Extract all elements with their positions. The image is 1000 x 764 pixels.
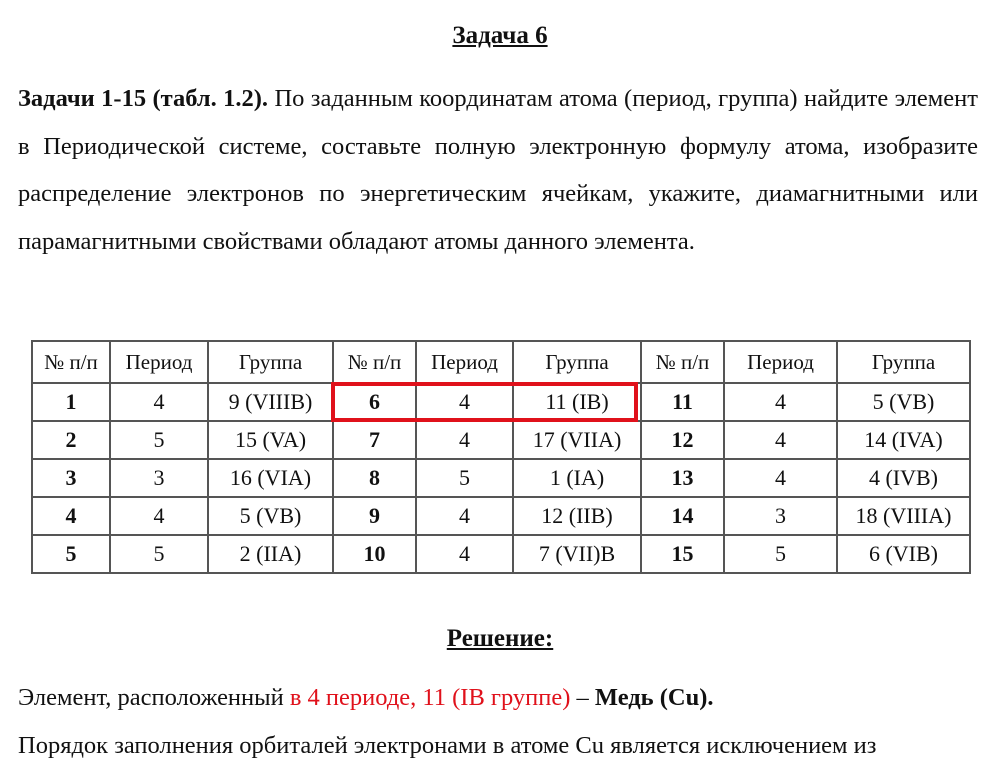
row-number-cell: 12 (641, 421, 724, 459)
row-number-cell: 14 (641, 497, 724, 535)
header-cell: № п/п (641, 341, 724, 383)
solution-title: Решение: (446, 625, 554, 652)
group-cell: 4 (IVB) (837, 459, 970, 497)
answer-highlight: в 4 периоде, 11 (IB группе) (289, 684, 571, 711)
table-row (32, 535, 970, 573)
period-cell: 5 (110, 535, 208, 573)
coordinates-table (31, 340, 971, 574)
row-number-cell: 13 (641, 459, 724, 497)
table-row (32, 421, 970, 459)
group-cell: 6 (VIB) (837, 535, 970, 573)
answer-prefix: Элемент, расположенный (18, 684, 290, 711)
row-number-cell: 5 (32, 535, 110, 573)
row-number-cell: 8 (333, 459, 416, 497)
group-cell: 12 (IIB) (513, 497, 641, 535)
row-number-cell: 3 (32, 459, 110, 497)
continuation-text: Порядок заполнения орбиталей электронами в атоме Cu является исключением из (18, 732, 877, 759)
period-cell: 5 (724, 535, 837, 573)
table-row (32, 459, 970, 497)
header-cell: Период (724, 341, 837, 383)
row-number-cell: 2 (32, 421, 110, 459)
period-cell: 4 (416, 497, 513, 535)
header-cell: Группа (837, 341, 970, 383)
problem-text: По заданным координатам атома (период, группа) найдите элемент в Периодической системе, составьте полную электронную формулу атома, изобразите распределение электронов по энергетическим ячейкам, укажите, диамагнитными или парамагнитными свойствами обладают атомы данного элемента. (18, 85, 978, 255)
group-cell: 5 (VB) (208, 497, 333, 535)
header-cell: Группа (208, 341, 333, 383)
row-number-cell: 9 (333, 497, 416, 535)
answer-line (18, 680, 978, 716)
table-row (32, 497, 970, 535)
answer-dash: – (570, 684, 595, 711)
header-cell: Период (110, 341, 208, 383)
group-cell: 5 (VB) (837, 383, 970, 421)
answer-element: Медь (Cu). (594, 684, 714, 711)
page-title: Задача 6 (452, 22, 548, 49)
group-cell: 16 (VIA) (208, 459, 333, 497)
group-cell: 17 (VIIA) (513, 421, 641, 459)
period-cell: 4 (416, 421, 513, 459)
period-cell: 4 (724, 459, 837, 497)
period-cell: 4 (416, 383, 513, 421)
row-number-cell: 1 (32, 383, 110, 421)
header-cell: Группа (513, 341, 641, 383)
problem-statement (18, 75, 978, 265)
group-cell: 18 (VIIIA) (837, 497, 970, 535)
period-cell: 4 (724, 421, 837, 459)
problem-bold-prefix: Задачи 1-15 (табл. 1.2). (18, 85, 269, 112)
group-cell: 7 (VII)B (513, 535, 641, 573)
row-number-cell: 6 (333, 383, 416, 421)
period-cell: 4 (416, 535, 513, 573)
period-cell: 5 (110, 421, 208, 459)
header-cell: № п/п (32, 341, 110, 383)
group-cell: 11 (IB) (513, 383, 641, 421)
period-cell: 5 (416, 459, 513, 497)
row-number-cell: 10 (333, 535, 416, 573)
group-cell: 1 (IA) (513, 459, 641, 497)
period-cell: 3 (110, 459, 208, 497)
period-cell: 4 (724, 383, 837, 421)
period-cell: 4 (110, 383, 208, 421)
row-number-cell: 7 (333, 421, 416, 459)
header-cell: Период (416, 341, 513, 383)
row-number-cell: 15 (641, 535, 724, 573)
group-cell: 14 (IVA) (837, 421, 970, 459)
group-cell: 15 (VA) (208, 421, 333, 459)
row-number-cell: 4 (32, 497, 110, 535)
row-number-cell: 11 (641, 383, 724, 421)
group-cell: 9 (VIIIB) (208, 383, 333, 421)
group-cell: 2 (IIA) (208, 535, 333, 573)
period-cell: 4 (110, 497, 208, 535)
table-row (32, 383, 970, 421)
period-cell: 3 (724, 497, 837, 535)
header-cell: № п/п (333, 341, 416, 383)
table-header-row (32, 341, 970, 383)
